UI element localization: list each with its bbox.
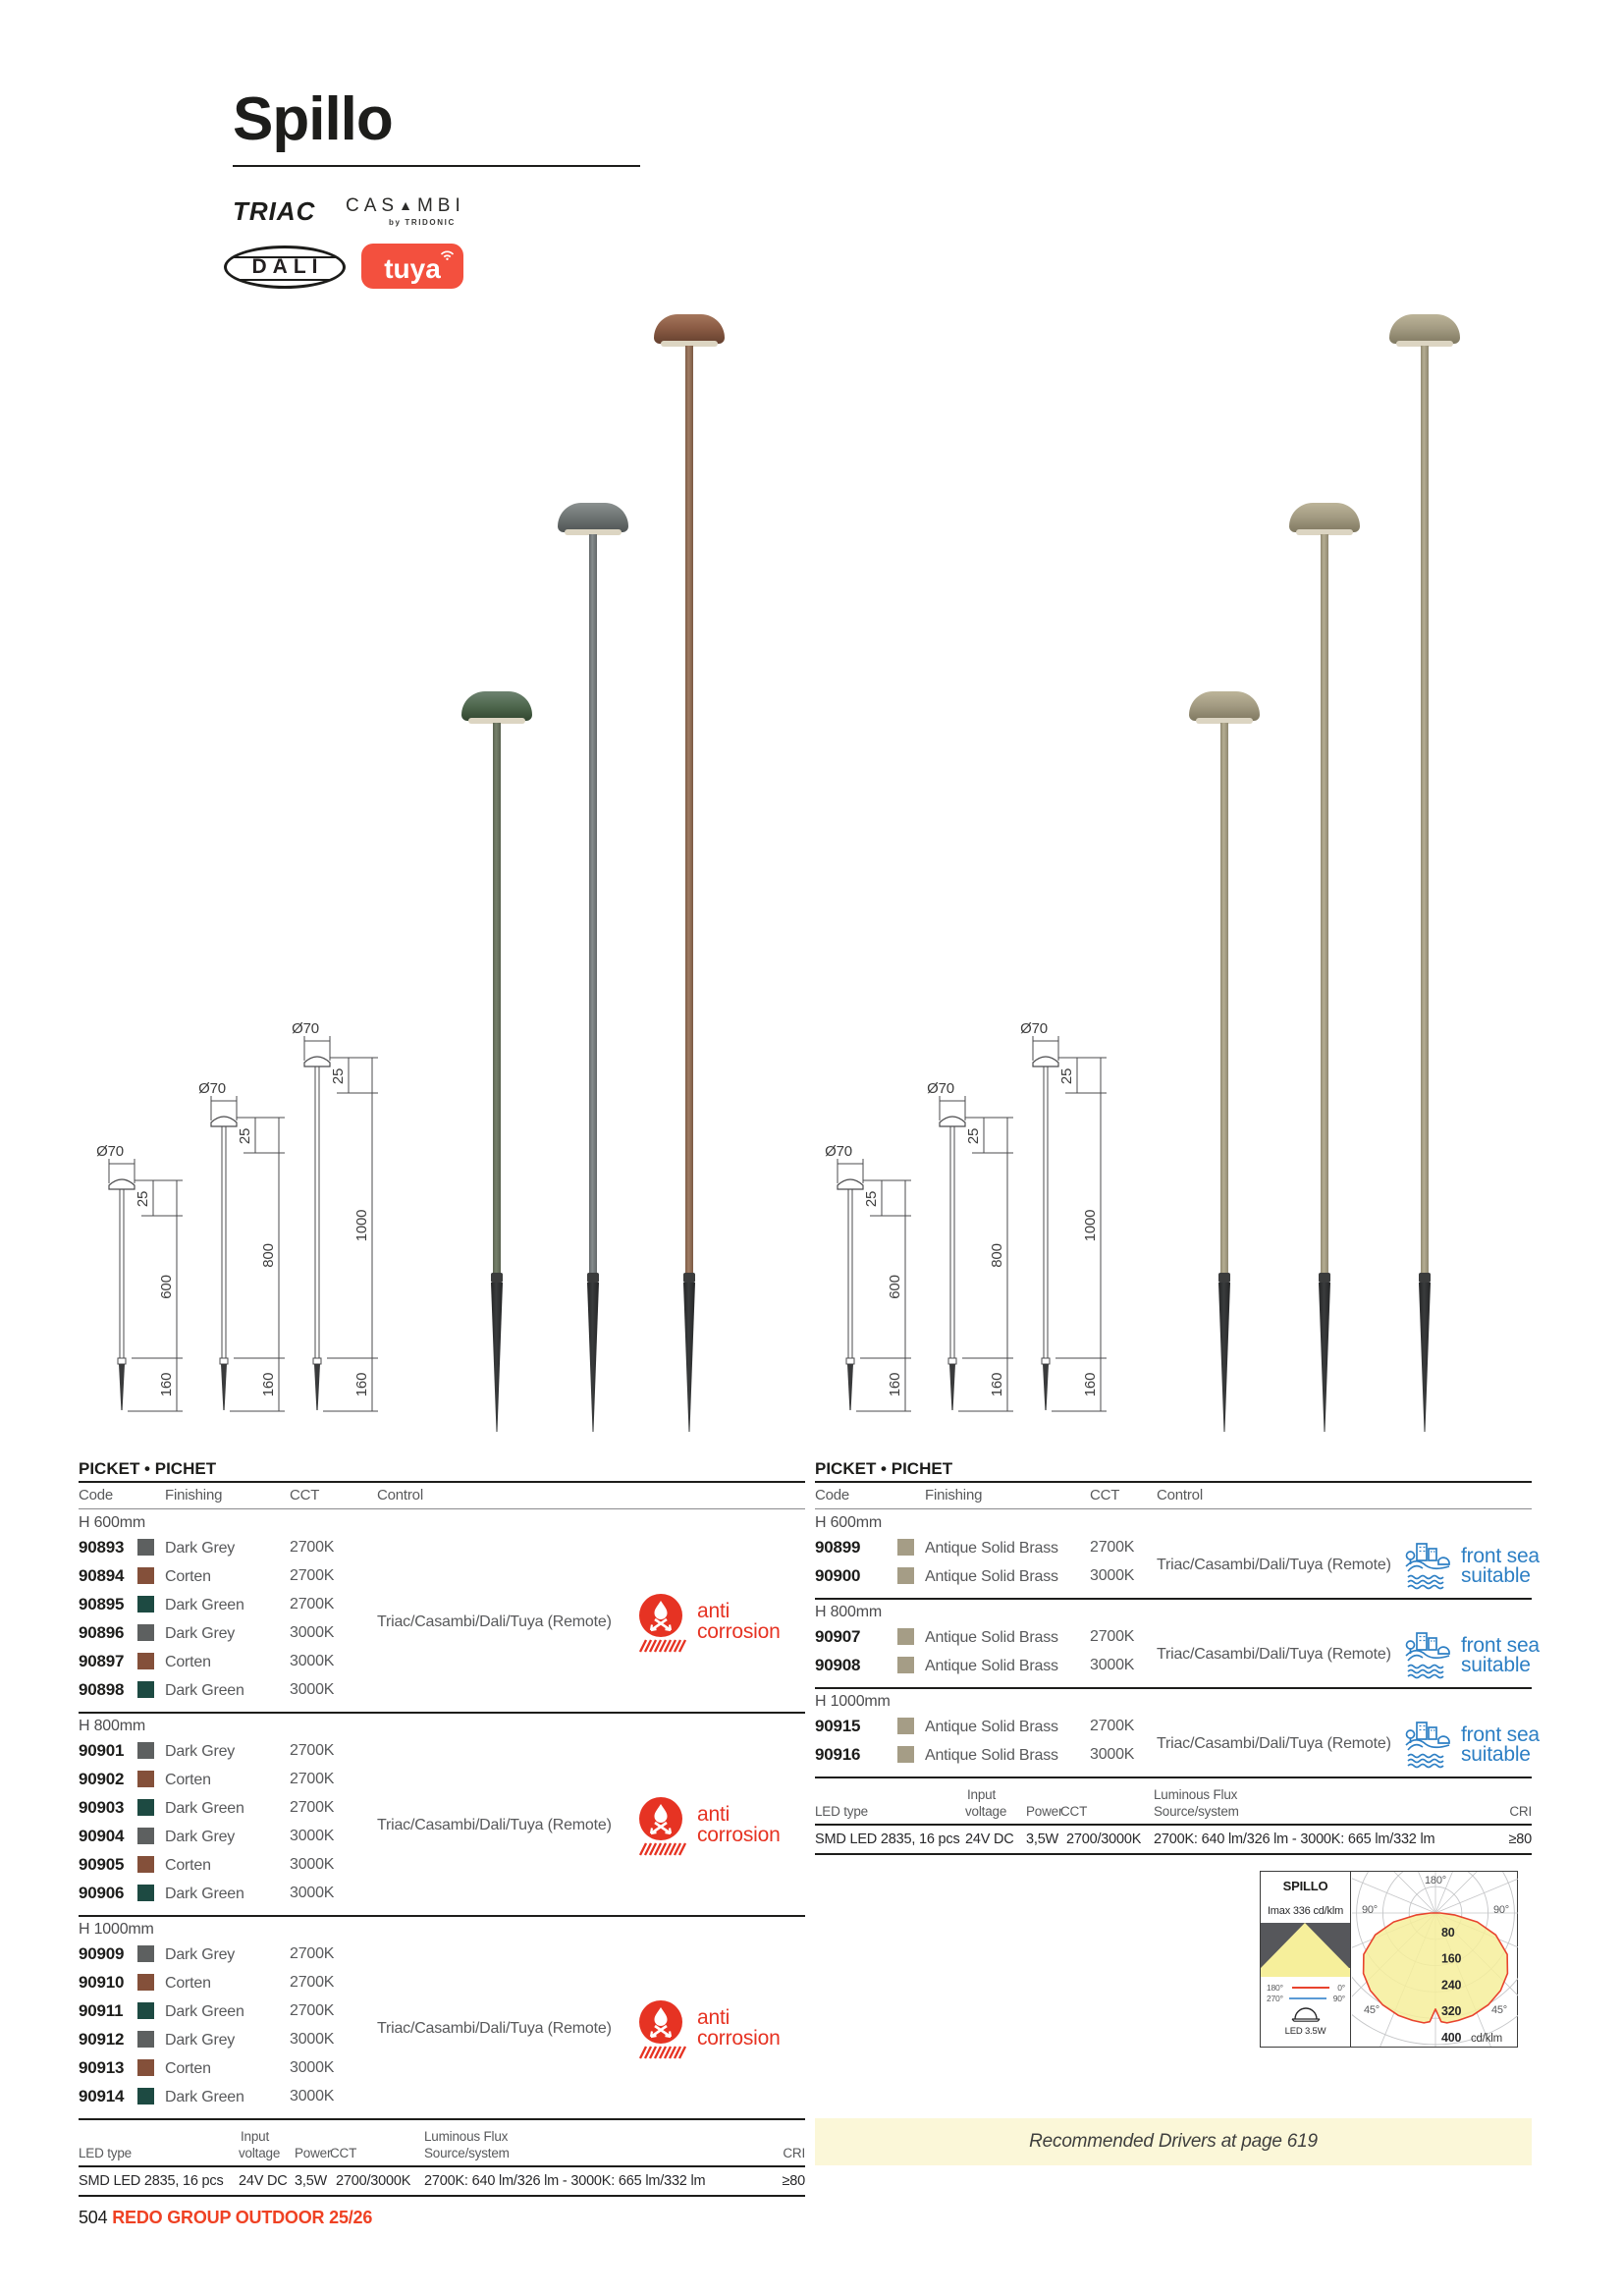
row-finish: Antique Solid Brass [925, 1629, 1058, 1646]
led-spec-power: 3,5W [295, 2173, 328, 2189]
row-code: 90909 [79, 1944, 125, 1963]
row-cct: 3000K [290, 1828, 335, 1844]
svg-text:25: 25 [135, 1190, 151, 1208]
led-spec-voltage: 24V DC [965, 1831, 1014, 1847]
row-cct: 2700K [290, 2002, 335, 2019]
column-header-cct: CCT [1090, 1487, 1120, 1503]
light-ground-spike [1419, 1283, 1431, 1432]
row-finish: Antique Solid Brass [925, 1540, 1058, 1557]
control-value: Triac/Casambi/Dali/Tuya (Remote) [1157, 1735, 1391, 1752]
svg-text:Ø70: Ø70 [198, 1080, 226, 1097]
row-cct: 3000K [290, 2088, 335, 2105]
finish-swatch [137, 1539, 154, 1556]
finish-swatch [137, 1681, 154, 1698]
anti-corrosion-icon [634, 1999, 689, 2060]
page-number: 504 [79, 2208, 108, 2227]
table-rule [79, 1481, 805, 1483]
light-cap [461, 691, 532, 721]
row-finish: Corten [165, 1654, 211, 1670]
row-cct: 2700K [290, 1799, 335, 1816]
section-label: H 600mm [815, 1514, 882, 1531]
control-value: Triac/Casambi/Dali/Tuya (Remote) [1157, 1646, 1391, 1663]
light-stem [685, 346, 693, 1273]
svg-text:90°: 90° [1492, 1904, 1510, 1916]
led-header-cct: CCT [330, 2146, 357, 2160]
anti-corrosion-badge [634, 1593, 840, 1656]
drivers-note: Recommended Drivers at page 619 [815, 2118, 1532, 2165]
row-finish: Antique Solid Brass [925, 1568, 1058, 1585]
column-header-cct: CCT [290, 1487, 320, 1503]
light-stem [493, 723, 501, 1273]
svg-text:Ø70: Ø70 [96, 1143, 124, 1160]
front-sea-icon [1404, 1630, 1453, 1681]
finish-swatch [137, 1885, 154, 1901]
section-label: H 1000mm [79, 1921, 154, 1938]
svg-text:160: 160 [989, 1372, 1005, 1397]
anti-corrosion-icon [634, 1796, 689, 1857]
front-sea-badge [1404, 1630, 1600, 1683]
svg-text:25: 25 [1058, 1067, 1075, 1085]
row-finish: Antique Solid Brass [925, 1719, 1058, 1735]
light-ground-spike [1319, 1283, 1330, 1432]
front-sea-badge [1404, 1541, 1600, 1594]
column-header-control: Control [1157, 1487, 1203, 1503]
row-cct: 3000K [1090, 1567, 1135, 1584]
finish-swatch [897, 1539, 914, 1556]
row-finish: Corten [165, 1772, 211, 1788]
led-spec-cct: 2700/3000K [1066, 1831, 1142, 1847]
finish-swatch [137, 1771, 154, 1787]
svg-text:160: 160 [353, 1372, 370, 1397]
led-header-voltage: voltage [965, 1804, 1007, 1819]
row-finish: Dark Grey [165, 1625, 236, 1642]
row-cct: 3000K [290, 2031, 335, 2048]
table-rule [79, 2195, 805, 2197]
triac-logo: TRIAC [233, 196, 316, 226]
svg-text:25: 25 [237, 1127, 253, 1145]
dali-logo: DALI [224, 246, 346, 289]
led-header-flux: Luminous Flux [1154, 1787, 1238, 1802]
row-finish: Dark Grey [165, 1946, 236, 1963]
finish-swatch [137, 1856, 154, 1873]
svg-text:Ø70: Ø70 [1020, 1020, 1048, 1037]
row-code: 90911 [79, 2001, 124, 2020]
column-header-finishing: Finishing [165, 1487, 223, 1503]
polar-curve-chart [1352, 1872, 1518, 2047]
led-spec-cct: 2700/3000K [336, 2173, 411, 2189]
row-finish: Corten [165, 1857, 211, 1874]
row-code: 90908 [815, 1656, 861, 1674]
table-heading: PICKET • PICHET [815, 1459, 953, 1478]
tuya-logo: tuya [361, 244, 463, 289]
table-rule [79, 2165, 805, 2167]
photometry-legend [1267, 1982, 1345, 2003]
section-label: H 800mm [79, 1718, 145, 1734]
front-sea-icon [1404, 1541, 1453, 1592]
finish-swatch [897, 1567, 914, 1584]
led-header-cri: CRI [783, 2146, 805, 2160]
wifi-icon [440, 248, 455, 260]
led-header-source: Source/system [424, 2146, 510, 2160]
row-code: 90912 [79, 2030, 125, 2049]
svg-text:25: 25 [965, 1127, 982, 1145]
casambi-logo [346, 195, 465, 227]
led-header-type: LED type [815, 1804, 868, 1819]
svg-text:600: 600 [158, 1275, 175, 1299]
svg-text:800: 800 [989, 1243, 1005, 1268]
row-cct: 3000K [1090, 1657, 1135, 1673]
row-code: 90897 [79, 1652, 125, 1670]
led-spec-flux: 2700K: 640 lm/326 lm - 3000K: 665 lm/332 lm [1154, 1831, 1435, 1847]
front-sea-label: front sea suitable [1461, 1634, 1540, 1676]
anti-corrosion-badge [634, 1796, 840, 1859]
row-cct: 3000K [290, 1885, 335, 1901]
svg-text:160: 160 [158, 1372, 175, 1397]
legend-red-line [1292, 1987, 1329, 1989]
finish-swatch [137, 1742, 154, 1759]
row-cct: 3000K [290, 2059, 335, 2076]
row-code: 90899 [815, 1538, 861, 1557]
row-cct: 2700K [290, 1567, 335, 1584]
svg-text:90°: 90° [1361, 1904, 1379, 1916]
light-spike-collar [1218, 1273, 1230, 1283]
light-stem [1321, 534, 1328, 1273]
led-header-input: Input [241, 2129, 270, 2144]
front-sea-icon [1404, 1720, 1453, 1771]
finish-swatch [137, 1828, 154, 1844]
light-spike-collar [1319, 1273, 1330, 1283]
led-spec-voltage: 24V DC [239, 2173, 288, 2189]
row-code: 90910 [79, 1973, 125, 1992]
finish-swatch [897, 1746, 914, 1763]
light-spike-collar [491, 1273, 503, 1283]
led-spec-type: SMD LED 2835, 16 pcs [79, 2173, 224, 2189]
row-code: 90915 [815, 1717, 861, 1735]
led-header-cri: CRI [1509, 1804, 1532, 1819]
row-finish: Dark Grey [165, 1743, 236, 1760]
light-stem [589, 534, 597, 1273]
row-finish: Dark Green [165, 1597, 244, 1613]
light-cap [1389, 314, 1460, 344]
table-rule [79, 1712, 805, 1714]
row-code: 90903 [79, 1798, 125, 1817]
light-spike-collar [587, 1273, 599, 1283]
svg-text:160: 160 [1441, 1951, 1462, 1966]
anti-corrosion-label: anti corrosion [697, 1600, 781, 1643]
svg-text:25: 25 [863, 1190, 880, 1208]
photometry-led-power: LED 3.5W [1284, 2026, 1326, 2037]
anti-corrosion-label: anti corrosion [697, 2006, 781, 2050]
svg-text:45°: 45° [1490, 2004, 1508, 2016]
row-finish: Dark Grey [165, 1829, 236, 1845]
table-heading: PICKET • PICHET [79, 1459, 217, 1478]
legend-row-c0: 180° 0° [1267, 1982, 1345, 1993]
row-code: 90905 [79, 1855, 125, 1874]
svg-text:800: 800 [260, 1243, 277, 1268]
finish-swatch [137, 1945, 154, 1962]
legend-row-c90: 270° 90° [1267, 1993, 1345, 2003]
row-finish: Dark Green [165, 1682, 244, 1699]
light-ground-spike [491, 1283, 503, 1432]
column-header-control: Control [377, 1487, 423, 1503]
finish-swatch [897, 1718, 914, 1734]
row-code: 90906 [79, 1884, 125, 1902]
row-cct: 2700K [290, 1539, 335, 1556]
front-sea-label: front sea suitable [1461, 1723, 1540, 1766]
light-ground-spike [587, 1283, 599, 1432]
led-header-type: LED type [79, 2146, 132, 2160]
led-header-input: Input [967, 1787, 997, 1802]
photometry-imax: Imax 336 cd/klm [1267, 1905, 1344, 1917]
column-header-code: Code [815, 1487, 850, 1503]
row-code: 90895 [79, 1595, 125, 1613]
casambi-subtitle: by TRIDONIC [389, 218, 456, 227]
row-cct: 2700K [1090, 1539, 1135, 1556]
finish-swatch [137, 1653, 154, 1669]
beam-floor [1261, 1968, 1350, 1977]
led-header-voltage: voltage [239, 2146, 281, 2160]
column-header-finishing: Finishing [925, 1487, 983, 1503]
finish-swatch [137, 1567, 154, 1584]
row-code: 90901 [79, 1741, 125, 1760]
row-finish: Corten [165, 1975, 211, 1992]
light-cap [1289, 503, 1360, 532]
table-rule [79, 2118, 805, 2120]
row-finish: Dark Grey [165, 2032, 236, 2049]
row-cct: 2700K [1090, 1718, 1135, 1734]
page-title: Spillo [233, 85, 393, 153]
led-spec-flux: 2700K: 640 lm/326 lm - 3000K: 665 lm/332 lm [424, 2173, 706, 2189]
row-code: 90893 [79, 1538, 125, 1557]
beam-icon [1261, 1923, 1350, 1968]
table-rule [815, 1853, 1532, 1855]
light-spike-collar [683, 1273, 695, 1283]
finish-swatch [137, 1799, 154, 1816]
casambi-triangle-icon: ▲ [399, 197, 417, 213]
footer-brand: REDO GROUP OUTDOOR 25/26 [112, 2208, 373, 2227]
photometry-info-panel [1261, 1872, 1351, 2047]
row-code: 90916 [815, 1745, 861, 1764]
svg-text:400: 400 [1441, 2031, 1462, 2045]
table-rule [815, 1508, 1532, 1509]
table-rule [815, 1777, 1532, 1778]
column-header-code: Code [79, 1487, 114, 1503]
table-rule [79, 1508, 805, 1509]
light-ground-spike [1218, 1283, 1230, 1432]
finish-swatch [137, 2088, 154, 2105]
front-sea-label: front sea suitable [1461, 1545, 1540, 1587]
light-cap [654, 314, 725, 344]
led-spec-type: SMD LED 2835, 16 pcs [815, 1831, 960, 1847]
row-finish: Antique Solid Brass [925, 1658, 1058, 1674]
legend-blue-line [1289, 1997, 1326, 1999]
svg-text:160: 160 [1082, 1372, 1099, 1397]
led-spec-cri: ≥80 [1508, 1831, 1532, 1847]
finish-swatch [137, 2002, 154, 2019]
row-finish: Dark Green [165, 2003, 244, 2020]
row-code: 90902 [79, 1770, 125, 1788]
anti-corrosion-badge [634, 1999, 840, 2062]
row-finish: Dark Green [165, 1886, 244, 1902]
row-finish: Antique Solid Brass [925, 1747, 1058, 1764]
row-cct: 2700K [290, 1974, 335, 1991]
photometry-product-name: SPILLO [1282, 1879, 1328, 1893]
svg-text:Ø70: Ø70 [292, 1020, 319, 1037]
row-cct: 2700K [290, 1945, 335, 1962]
row-finish: Dark Grey [165, 1540, 236, 1557]
control-value: Triac/Casambi/Dali/Tuya (Remote) [377, 1817, 612, 1833]
svg-text:160: 160 [887, 1372, 903, 1397]
anti-corrosion-label: anti corrosion [697, 1803, 781, 1846]
section-label: H 1000mm [815, 1693, 891, 1710]
row-code: 90904 [79, 1827, 125, 1845]
dimension-drawing [273, 1004, 420, 1431]
row-code: 90900 [815, 1566, 861, 1585]
finish-swatch [897, 1657, 914, 1673]
finish-swatch [137, 1596, 154, 1613]
svg-text:Ø70: Ø70 [927, 1080, 954, 1097]
row-finish: Corten [165, 1568, 211, 1585]
row-cct: 2700K [290, 1742, 335, 1759]
svg-text:320: 320 [1441, 2004, 1462, 2019]
light-stem [1220, 723, 1228, 1273]
svg-text:80: 80 [1441, 1925, 1455, 1940]
row-finish: Corten [165, 2060, 211, 2077]
finish-swatch [137, 2059, 154, 2076]
page-footer [79, 2208, 372, 2228]
led-header-cct: CCT [1060, 1804, 1088, 1819]
row-cct: 2700K [1090, 1628, 1135, 1645]
table-rule [815, 1687, 1532, 1689]
row-finish: Dark Green [165, 2089, 244, 2105]
led-header-power: Power [1026, 1804, 1063, 1819]
table-rule [815, 1481, 1532, 1483]
led-header-source: Source/system [1154, 1804, 1239, 1819]
finish-swatch [137, 1624, 154, 1641]
finish-swatch [137, 2031, 154, 2048]
photometric-diagram [1260, 1871, 1518, 2048]
row-cct: 2700K [290, 1596, 335, 1613]
finish-swatch [137, 1974, 154, 1991]
row-code: 90898 [79, 1680, 125, 1699]
table-rule [79, 1915, 805, 1917]
row-cct: 3000K [1090, 1746, 1135, 1763]
finish-swatch [897, 1628, 914, 1645]
svg-text:cd/klm: cd/klm [1471, 2033, 1503, 2045]
row-cct: 2700K [290, 1771, 335, 1787]
light-stem [1421, 346, 1429, 1273]
anti-corrosion-icon [634, 1593, 689, 1654]
led-icon [1290, 2007, 1322, 2027]
title-underline [233, 165, 640, 167]
light-cap [1189, 691, 1260, 721]
row-cct: 3000K [290, 1653, 335, 1669]
control-value: Triac/Casambi/Dali/Tuya (Remote) [377, 1613, 612, 1630]
row-code: 90894 [79, 1566, 125, 1585]
svg-text:180°: 180° [1425, 1875, 1446, 1886]
row-cct: 3000K [290, 1856, 335, 1873]
row-code: 90896 [79, 1623, 125, 1642]
front-sea-badge [1404, 1720, 1600, 1773]
table-rule [815, 1824, 1532, 1826]
control-value: Triac/Casambi/Dali/Tuya (Remote) [377, 2020, 612, 2037]
led-header-flux: Luminous Flux [424, 2129, 509, 2144]
row-code: 90907 [815, 1627, 861, 1646]
svg-text:Ø70: Ø70 [825, 1143, 852, 1160]
svg-text:600: 600 [887, 1275, 903, 1299]
row-cct: 3000K [290, 1681, 335, 1698]
svg-text:1000: 1000 [353, 1209, 370, 1242]
light-spike-collar [1419, 1273, 1431, 1283]
svg-text:45°: 45° [1363, 2004, 1380, 2016]
led-spec-power: 3,5W [1026, 1831, 1059, 1847]
control-value: Triac/Casambi/Dali/Tuya (Remote) [1157, 1557, 1391, 1573]
dimension-drawing [1001, 1004, 1149, 1431]
row-cct: 3000K [290, 1624, 335, 1641]
row-finish: Dark Green [165, 1800, 244, 1817]
svg-text:160: 160 [260, 1372, 277, 1397]
svg-text:25: 25 [330, 1067, 347, 1085]
beam-triangle [1261, 1923, 1349, 1968]
row-code: 90914 [79, 2087, 125, 2105]
section-label: H 800mm [815, 1604, 882, 1620]
light-cap [558, 503, 628, 532]
svg-text:1000: 1000 [1082, 1209, 1099, 1242]
led-spec-cri: ≥80 [782, 2173, 805, 2189]
table-rule [815, 1598, 1532, 1600]
casambi-wordmark: CAS▲MBI [346, 195, 465, 216]
led-header-power: Power [295, 2146, 332, 2160]
svg-text:240: 240 [1441, 1978, 1462, 1993]
row-code: 90913 [79, 2058, 125, 2077]
light-ground-spike [683, 1283, 695, 1432]
section-label: H 600mm [79, 1514, 145, 1531]
